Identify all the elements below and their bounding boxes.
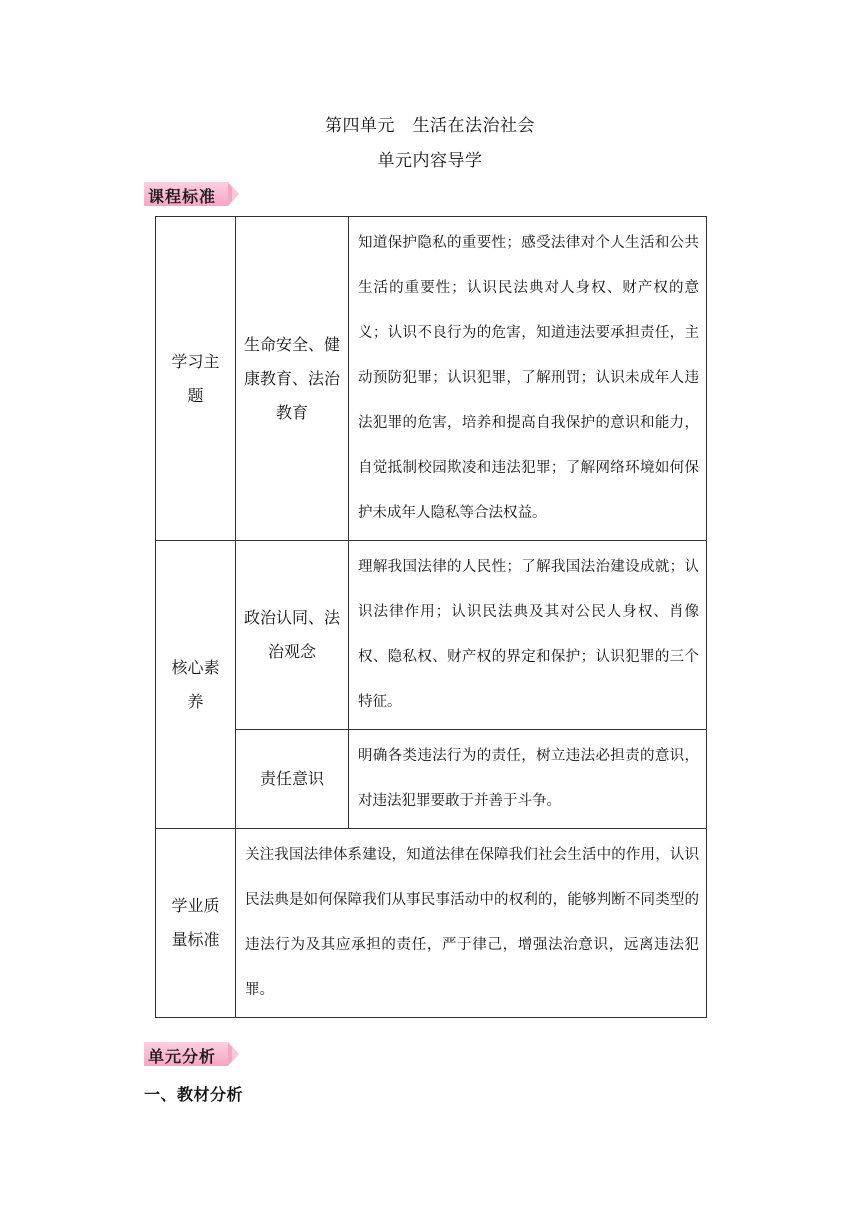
unit-title: 第四单元 生活在法治社会	[325, 116, 535, 136]
category-text: 政治认同、法治观念	[243, 608, 340, 661]
category-text: 生命安全、健康教育、法治教育	[243, 334, 340, 422]
curriculum-standard-tag	[144, 182, 240, 206]
category-text: 责任意识	[259, 769, 324, 788]
row-label-study-theme: 学习主题	[156, 217, 236, 541]
unit-subtitle: 单元内容导学	[377, 151, 483, 171]
unit-analysis-label: 单元分析	[148, 1047, 217, 1066]
curriculum-standard-table	[155, 216, 707, 1018]
table-row	[156, 829, 707, 1018]
row-label-quality-standard: 学业质量标准	[156, 829, 236, 1018]
table-row	[156, 730, 707, 829]
row-category-study-theme	[236, 217, 349, 541]
textbook-analysis-heading: 一、教材分析	[144, 1085, 244, 1104]
curriculum-standard-label: 课程标准	[148, 187, 217, 206]
row-content-responsibility: 明确各类违法行为的责任，树立违法必担责的意识，对违法犯罪要敢于并善于斗争。	[349, 730, 707, 829]
row-content-study-theme: 知道保护隐私的重要性；感受法律对个人生活和公共生活的重要性；认识民法典对人身权、财产权的意义；认识不良行为的危害，知道违法要承担责任，主动预防犯罪；认识犯罪，了解刑罚；认识未成年人违法犯罪的危害，培养和提高自我保护的意识和能力，自觉抵制校园欺凌和违法犯罪；了解网络环境如何保护未成年人隐私等合法权益。	[349, 217, 707, 541]
row-category-responsibility	[236, 730, 349, 829]
tag-arrow-inner-icon	[232, 186, 239, 202]
table-row	[156, 217, 707, 541]
table-row	[156, 541, 707, 730]
tag-arrow-inner-icon	[232, 1046, 239, 1062]
unit-analysis-tag	[144, 1042, 240, 1066]
row-category-political-identity	[236, 541, 349, 730]
row-label-core-literacy: 核心素养	[156, 541, 236, 829]
row-content-political-identity: 理解我国法律的人民性；了解我国法治建设成就；认识法律作用；认识民法典及其对公民人身权、肖像权、隐私权、财产权的界定和保护；认识犯罪的三个特征。	[349, 541, 707, 730]
row-content-quality-standard: 关注我国法律体系建设，知道法律在保障我们社会生活中的作用，认识民法典是如何保障我们从事民事活动中的权利的，能够判断不同类型的违法行为及其应承担的责任，严于律己，增强法治意识，远离违法犯罪。	[236, 829, 707, 1018]
